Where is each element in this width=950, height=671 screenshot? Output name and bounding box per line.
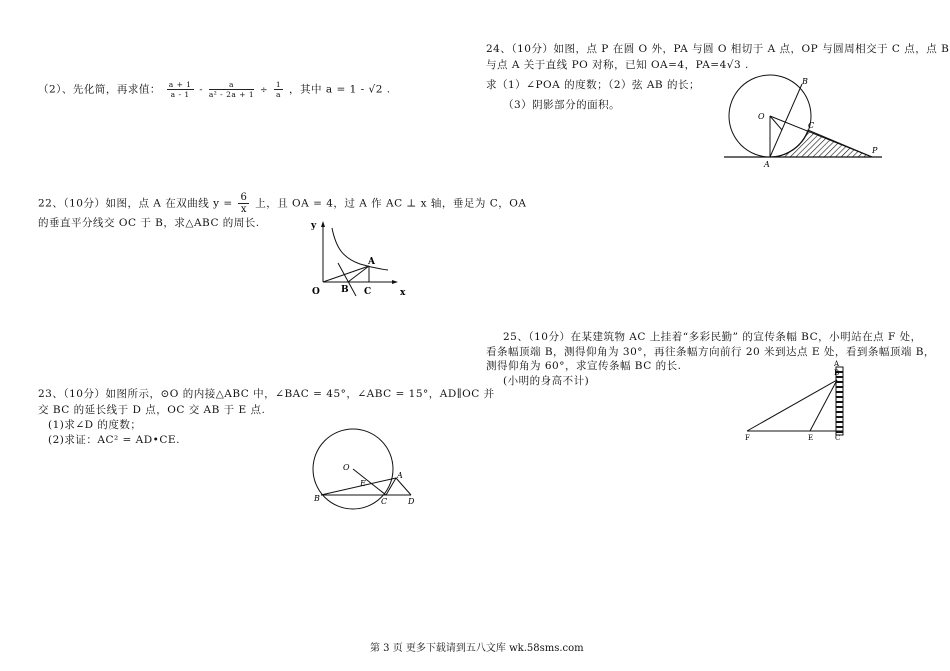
q23-line2: 交 BC 的延长线于 D 点，OC 交 AB 于 E 点.: [38, 404, 266, 416]
q2-fraction-2: $\frac{a}{\text{a² - 2a + 1}}$: [208, 80, 255, 99]
q22-line1-a: 22、（10分）如图，点 A 在双曲线 y =: [38, 197, 233, 210]
q2-minus: -: [199, 85, 203, 96]
fig22-o-label: O: [312, 287, 320, 297]
q2-fraction-3: $\frac{1}{a}$: [275, 80, 282, 99]
q22-line1: [38, 192, 526, 215]
fig25-f-label: F: [745, 434, 750, 442]
fig22-b-label: B: [341, 285, 349, 295]
q24-line2: 与点 A 关于直线 PO 对称，已知 OA=4，PA=4√3 .: [486, 59, 749, 71]
fig25-a-label: A: [834, 360, 840, 368]
q23-line3: (1)求∠D 的度数；: [48, 419, 142, 431]
fig22-c-label: C: [364, 287, 372, 297]
figure-23: [308, 425, 428, 515]
fig24-c-label: C: [808, 121, 815, 130]
q25-line3: 测得仰角为 60°，求宣传条幅 BC 的长.: [486, 360, 682, 372]
figure-25: [742, 360, 862, 450]
fig23-c-label: C: [381, 497, 388, 506]
fig22-a-label: A: [368, 257, 375, 267]
fig24-o-label: O: [758, 112, 765, 121]
q25-line4: (小明的身高不计): [503, 375, 590, 387]
fig24-p-label: P: [872, 146, 878, 155]
figure-24: [722, 72, 892, 172]
q24-line4: （3）阴影部分的面积。: [503, 99, 621, 111]
fig23-o-label: O: [343, 463, 350, 472]
fig23-a-label: A: [397, 471, 403, 480]
fig23-d-label: D: [408, 497, 415, 506]
fig25-b-label: B: [834, 369, 840, 377]
fig24-a-label: A: [764, 160, 770, 169]
figure-22: [308, 218, 408, 298]
q23-line1: 23、（10分）如图所示，⊙O 的内接△ABC 中，∠BAC = 45°，∠ABC = 15°，AD∥OC 并: [38, 388, 495, 400]
fig24-b-label: B: [802, 77, 808, 86]
q25-line2: 看条幅顶端 B，测得仰角为 30°，再往条幅方向前行 20 米到达点 E 处，看到条幅顶端 B，: [486, 346, 935, 358]
q23-line4: (2)求证：AC² = AD•CE.: [48, 434, 180, 446]
page-footer: 第 3 页 更多下载请到五八文库 wk.58sms.com: [370, 643, 584, 654]
q2-line: [38, 80, 391, 99]
q22-line1-b: 上，且 OA = 4，过 A 作 AC ⊥ x 轴，垂足为 C，OA: [255, 197, 527, 210]
q2-divide: ÷: [260, 85, 269, 96]
fig22-y-label: y: [311, 221, 317, 231]
q22-line2: 的垂直平分线交 OC 于 B，求△ABC 的周长.: [38, 217, 260, 229]
q22-fraction: $\frac{6}{x}$: [240, 192, 248, 215]
q24-line3: 求（1）∠POA 的度数；（2）弦 AB 的长；: [486, 79, 700, 91]
fig25-c-label: C: [835, 434, 841, 442]
q2-prefix: （2）、先化简，再求值：: [38, 83, 161, 96]
q2-suffix: ，其中 a = 1 - √2 .: [289, 83, 391, 96]
fig25-e-label: E: [808, 434, 814, 442]
q2-fraction-1: $\frac{a + 1}{a - 1}$: [168, 80, 192, 99]
fig23-b-label: B: [314, 494, 320, 503]
fig23-e-label: E: [360, 479, 366, 488]
q24-line1: 24、（10分）如图，点 P 在圆 O 外，PA 与圆 O 相切于 A 点，OP 与圆周相交于 C 点，点 B: [486, 43, 950, 55]
fig22-x-label: x: [400, 288, 406, 298]
q25-line1: 25、（10分）在某建筑物 AC 上挂着“多彩民勤” 的宣传条幅 BC，小明站在点 F 处，: [503, 331, 922, 343]
